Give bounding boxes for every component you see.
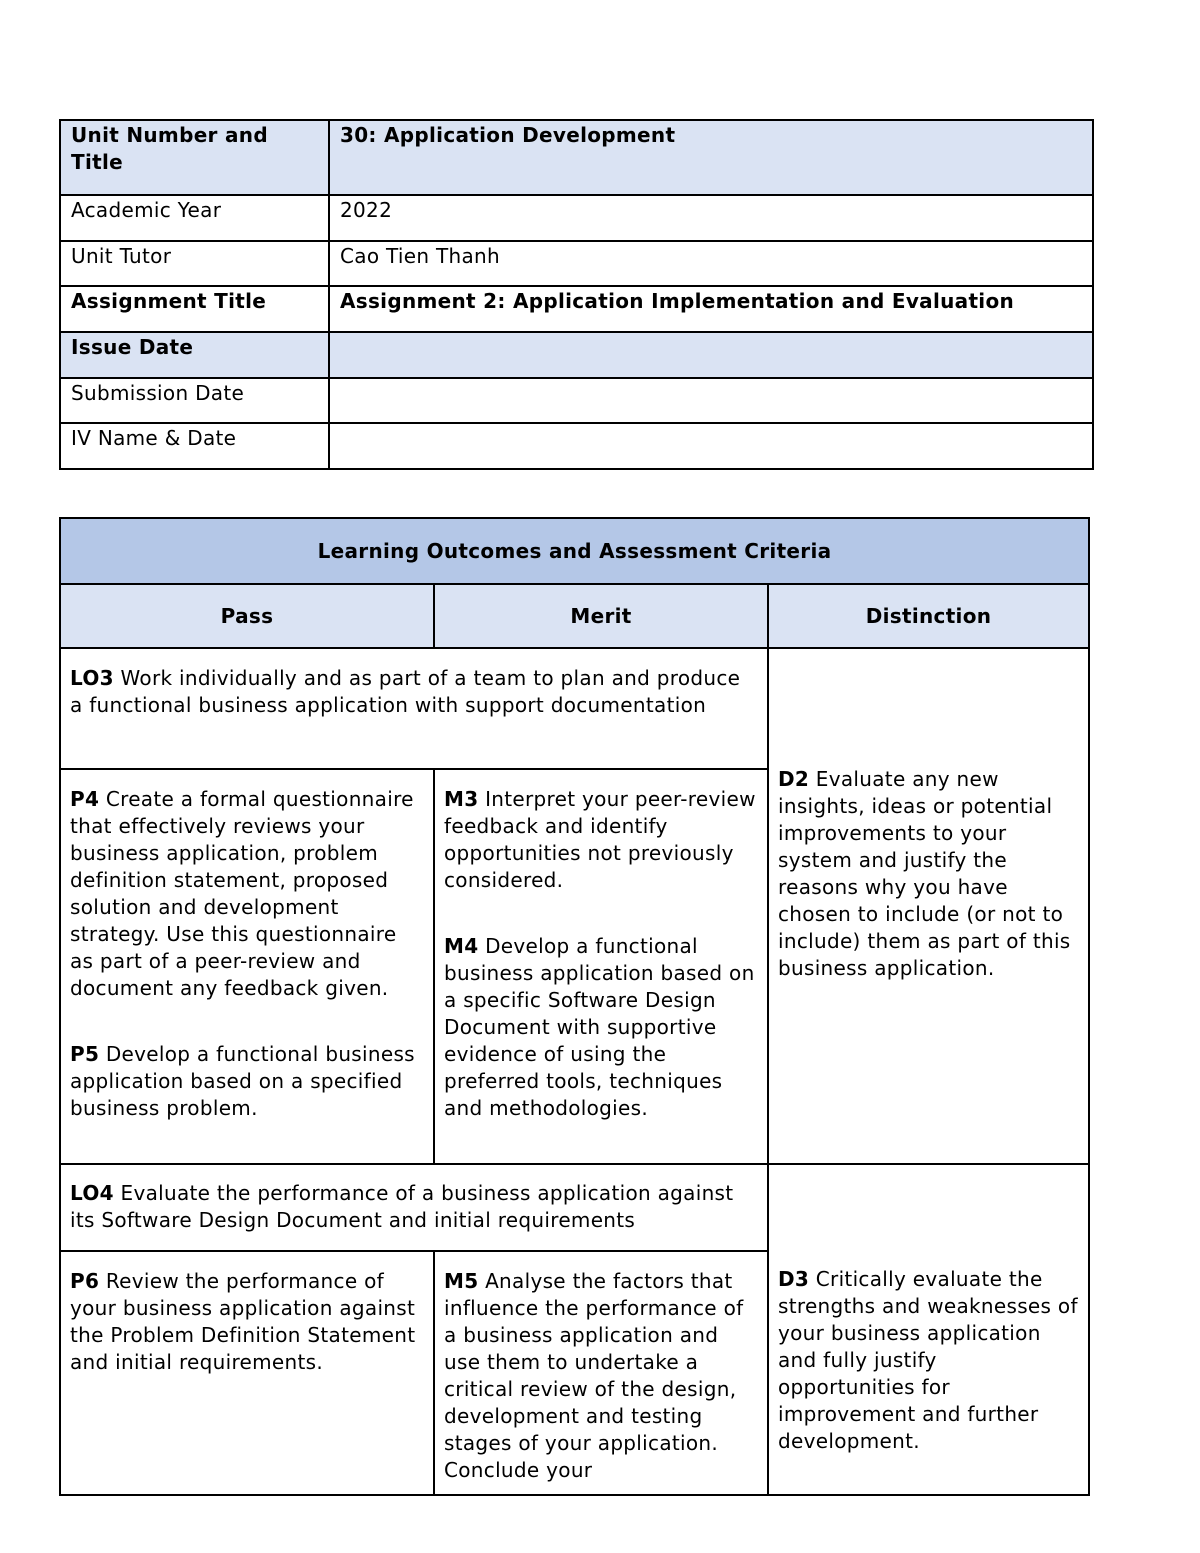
d3-cell (768, 1164, 1089, 1495)
submission-date-label: Submission Date (60, 378, 329, 423)
submission-date-value (329, 378, 1093, 423)
merit-header: Merit (434, 584, 768, 648)
criteria-header-row (60, 584, 1089, 648)
p4-text: Create a formal questionnaire that effectively reviews your business application, problem definition statement, proposed solution and development strategy. Use this questionnaire as part of a peer-review and document any feedback given. (70, 787, 414, 1000)
unit-number-value: 30: Application Development (329, 120, 1093, 195)
m3-code: M3 (444, 787, 479, 811)
p4-code: P4 (70, 787, 100, 811)
lo4-cell (60, 1164, 768, 1251)
d2-text: Evaluate any new insights, ideas or potential improvements to your system and justify the reasons why you have chosen to include (or not to include) them as part of this business application. (778, 767, 1071, 980)
assessment-criteria-table (59, 517, 1090, 1496)
info-row-unit-tutor (60, 241, 1093, 286)
m3-text: Interpret your peer-review feedback and identify opportunities not previously considered. (444, 787, 756, 892)
p5-code: P5 (70, 1042, 100, 1066)
p4-p5-cell (60, 769, 434, 1164)
d3-text: Critically evaluate the strengths and weaknesses of your business application and fully justify opportunities for improvement and further development. (778, 1267, 1078, 1453)
info-row-academic-year (60, 195, 1093, 241)
info-row-iv-name (60, 423, 1093, 469)
lo4-text: Evaluate the performance of a business application against its Software Design Document and initial requirements (70, 1181, 734, 1232)
unit-tutor-label: Unit Tutor (60, 241, 329, 286)
d2-code: D2 (778, 767, 810, 791)
criteria-title: Learning Outcomes and Assessment Criteria (60, 518, 1089, 584)
p6-code: P6 (70, 1269, 100, 1293)
issue-date-value (329, 332, 1093, 378)
academic-year-label: Academic Year (60, 195, 329, 241)
lo4-code: LO4 (70, 1181, 114, 1205)
info-row-issue-date (60, 332, 1093, 378)
pass-header: Pass (60, 584, 434, 648)
m5-text: Analyse the factors that influence the performance of a business application and use them to undertake a critical review of the design, development and testing stages of your application. Conclude your (444, 1269, 744, 1482)
d2-cell (768, 648, 1089, 1164)
m4-code: M4 (444, 934, 479, 958)
iv-name-value (329, 423, 1093, 469)
info-row-unit (60, 120, 1093, 195)
academic-year-value: 2022 (329, 195, 1093, 241)
d3-code: D3 (778, 1267, 810, 1291)
p5-text: Develop a functional business application based on a specified business problem. (70, 1042, 415, 1120)
unit-tutor-value: Cao Tien Thanh (329, 241, 1093, 286)
info-row-assignment-title (60, 286, 1093, 332)
m4-text: Develop a functional business application based on a specific Software Design Document with supportive evidence of using the preferred tools, techniques and methodologies. (444, 934, 755, 1120)
lo3-cell (60, 648, 768, 769)
iv-name-label: IV Name & Date (60, 423, 329, 469)
lo3-row (60, 648, 1089, 769)
distinction-header: Distinction (768, 584, 1089, 648)
unit-info-table (59, 119, 1094, 470)
unit-number-label: Unit Number and Title (60, 120, 329, 195)
m5-code: M5 (444, 1269, 479, 1293)
lo4-row (60, 1164, 1089, 1251)
criteria-title-row (60, 518, 1089, 584)
assignment-title-value: Assignment 2: Application Implementation and Evaluation (329, 286, 1093, 332)
m3-m4-cell (434, 769, 768, 1164)
p6-cell (60, 1251, 434, 1495)
p6-text: Review the performance of your business application against the Problem Definition Statement and initial requirements. (70, 1269, 416, 1374)
lo3-text: Work individually and as part of a team to plan and produce a functional business application with support documentation (70, 666, 741, 717)
m5-cell (434, 1251, 768, 1495)
issue-date-label: Issue Date (60, 332, 329, 378)
assignment-title-label: Assignment Title (60, 286, 329, 332)
lo3-code: LO3 (70, 666, 114, 690)
info-row-submission-date (60, 378, 1093, 423)
